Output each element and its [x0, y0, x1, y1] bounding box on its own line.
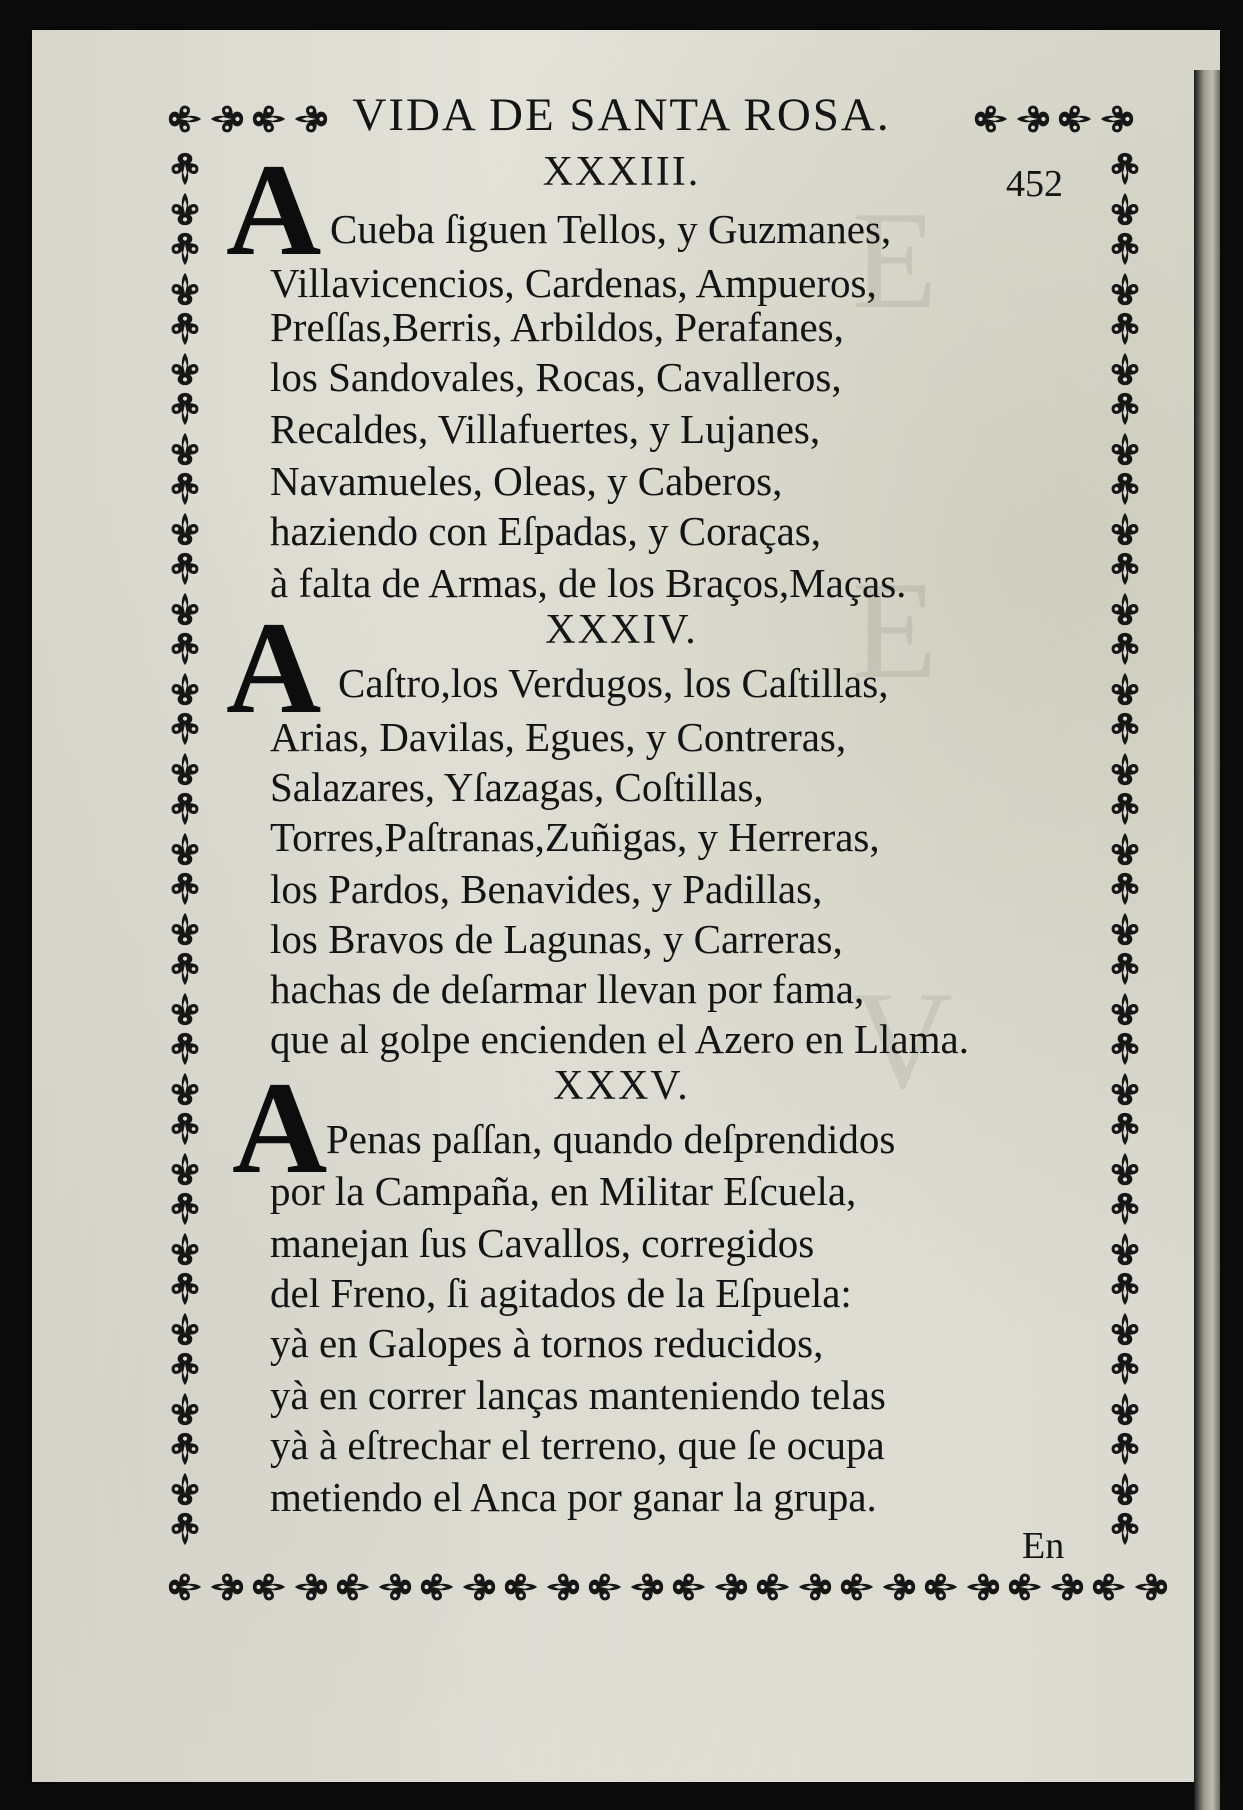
- fleuron-ornament: [1106, 1510, 1144, 1548]
- verse-line: Villavicencios, Cardenas, Ampueros,: [270, 260, 877, 306]
- fleuron-ornament: [166, 990, 204, 1028]
- fleuron-icon: [1048, 1568, 1086, 1606]
- fleuron-icon: [166, 510, 204, 548]
- fleuron-icon: [796, 1568, 834, 1606]
- fleuron-icon: [1106, 950, 1144, 988]
- fleuron-ornament: [1106, 430, 1144, 468]
- fleuron-ornament: [376, 1568, 414, 1606]
- fleuron-ornament: [754, 1568, 792, 1606]
- fleuron-ornament: [1106, 870, 1144, 908]
- fleuron-icon: [1106, 1310, 1144, 1348]
- fleuron-ornament: [166, 430, 204, 468]
- fleuron-icon: [166, 830, 204, 868]
- fleuron-ornament: [1006, 1568, 1044, 1606]
- fleuron-icon: [880, 1568, 918, 1606]
- verse-line: metiendo el Anca por ganar la grupa.: [270, 1474, 877, 1520]
- fleuron-icon: [166, 470, 204, 508]
- fleuron-icon: [1106, 390, 1144, 428]
- verse-line: manejan ſus Cavallos, corregidos: [270, 1220, 815, 1266]
- fleuron-icon: [376, 1568, 414, 1606]
- verse-line: haziendo con Eſpadas, y Coraças,: [270, 508, 822, 554]
- fleuron-icon: [166, 1310, 204, 1348]
- fleuron-icon: [250, 1568, 288, 1606]
- verse-line: Arias, Davilas, Egues, y Contreras,: [270, 714, 847, 760]
- fleuron-icon: [1106, 710, 1144, 748]
- fleuron-icon: [1106, 1430, 1144, 1468]
- fleuron-ornament: [1106, 270, 1144, 308]
- fleuron-ornament: [166, 1150, 204, 1188]
- fleuron-ornament: [1106, 1110, 1144, 1148]
- fleuron-ornament: [1106, 1270, 1144, 1308]
- fleuron-ornament: [586, 1568, 624, 1606]
- fleuron-ornament: [166, 1310, 204, 1348]
- fleuron-icon: [502, 1568, 540, 1606]
- fleuron-icon: [166, 1270, 204, 1308]
- stanza-number: XXXV.: [553, 1063, 690, 1109]
- fleuron-ornament: [1106, 1350, 1144, 1388]
- ornament-border-left: [166, 150, 204, 1548]
- fleuron-ornament: [1106, 910, 1144, 948]
- verse-line: los Bravos de Lagunas, y Carreras,: [270, 916, 843, 962]
- fleuron-icon: [166, 1190, 204, 1228]
- fleuron-ornament: [1106, 950, 1144, 988]
- fleuron-icon: [166, 750, 204, 788]
- fleuron-icon: [586, 1568, 624, 1606]
- fleuron-icon: [1106, 1510, 1144, 1548]
- verse-line: los Pardos, Benavides, y Padillas,: [270, 866, 823, 912]
- fleuron-ornament: [292, 1568, 330, 1606]
- fleuron-icon: [1106, 1270, 1144, 1308]
- fleuron-ornament: [166, 1270, 204, 1308]
- fleuron-icon: [1106, 830, 1144, 868]
- fleuron-icon: [1106, 230, 1144, 268]
- fleuron-icon: [1106, 990, 1144, 1028]
- fleuron-ornament: [796, 1568, 834, 1606]
- verse-line: Penas paſſan, quando deſprendidos: [326, 1116, 896, 1162]
- fleuron-ornament: [166, 310, 204, 348]
- fleuron-ornament: [1106, 390, 1144, 428]
- fleuron-icon: [166, 1110, 204, 1148]
- fleuron-icon: [334, 1568, 372, 1606]
- fleuron-ornament: [334, 1568, 372, 1606]
- fleuron-ornament: [1106, 830, 1144, 868]
- fleuron-icon: [166, 1568, 204, 1606]
- fleuron-icon: [166, 1350, 204, 1388]
- fleuron-ornament: [1106, 790, 1144, 828]
- fleuron-icon: [208, 1568, 246, 1606]
- fleuron-icon: [1106, 350, 1144, 388]
- fleuron-ornament: [166, 910, 204, 948]
- verse-line: hachas de deſarmar llevan por fama,: [270, 966, 865, 1012]
- fleuron-ornament: [1132, 1568, 1170, 1606]
- verse-line: Preſſas,Berris, Arbildos, Perafanes,: [270, 304, 844, 350]
- running-title: VIDA DE SANTA ROSA.: [352, 89, 891, 141]
- fleuron-icon: [1106, 270, 1144, 308]
- stanza-number: XXXIV.: [545, 607, 698, 653]
- fleuron-ornament: [166, 670, 204, 708]
- fleuron-icon: [712, 1568, 750, 1606]
- fleuron-ornament: [1106, 470, 1144, 508]
- fleuron-ornament: [166, 350, 204, 388]
- fleuron-ornament: [166, 830, 204, 868]
- fleuron-icon: [166, 710, 204, 748]
- fleuron-icon: [1106, 1190, 1144, 1228]
- show-through-initial-2: E: [852, 553, 938, 708]
- verse-line: Navamueles, Oleas, y Caberos,: [270, 458, 783, 504]
- verse-line: yà en Galopes à tornos reducidos,: [270, 1320, 824, 1366]
- fleuron-icon: [838, 1568, 876, 1606]
- fleuron-ornament: [166, 390, 204, 428]
- fleuron-ornament: [1106, 1390, 1144, 1428]
- fleuron-icon: [1106, 1350, 1144, 1388]
- fleuron-ornament: [166, 270, 204, 308]
- fleuron-ornament: [166, 230, 204, 268]
- verse-line: à falta de Armas, de los Braços,Maças.: [270, 560, 907, 606]
- fleuron-icon: [166, 550, 204, 588]
- fleuron-ornament: [166, 1390, 204, 1428]
- fleuron-icon: [964, 1568, 1002, 1606]
- drop-cap-initial: A: [226, 136, 322, 283]
- fleuron-ornament: [166, 950, 204, 988]
- fleuron-ornament: [880, 1568, 918, 1606]
- catchword: En: [1022, 1525, 1065, 1567]
- fleuron-ornament: [1106, 310, 1144, 348]
- verse-line: Caſtro,los Verdugos, los Caſtillas,: [338, 660, 889, 706]
- fleuron-ornament: [838, 1568, 876, 1606]
- fleuron-ornament: [1106, 1470, 1144, 1508]
- fleuron-icon: [922, 1568, 960, 1606]
- fleuron-icon: [166, 310, 204, 348]
- fleuron-icon: [166, 670, 204, 708]
- show-through-initial-3: V: [852, 963, 954, 1118]
- fleuron-icon: [754, 1568, 792, 1606]
- verse-line: por la Campaña, en Militar Eſcuela,: [270, 1168, 857, 1214]
- fleuron-icon: [544, 1568, 582, 1606]
- fleuron-ornament: [670, 1568, 708, 1606]
- page-number: 452: [1006, 163, 1063, 205]
- fleuron-ornament: [1090, 1568, 1128, 1606]
- fleuron-ornament: [166, 1470, 204, 1508]
- fleuron-ornament: [1106, 1310, 1144, 1348]
- verse-line: Torres,Paſtranas,Zuñigas, y Herreras,: [270, 814, 880, 860]
- fleuron-icon: [166, 1150, 204, 1188]
- fleuron-ornament: [1106, 1230, 1144, 1268]
- fleuron-ornament: [1106, 1430, 1144, 1468]
- fleuron-ornament: [628, 1568, 666, 1606]
- fleuron-ornament: [166, 790, 204, 828]
- fleuron-icon: [1106, 510, 1144, 548]
- fleuron-icon: [1106, 310, 1144, 348]
- fleuron-ornament: [1106, 750, 1144, 788]
- drop-cap-initial: A: [232, 1054, 328, 1201]
- fleuron-ornament: [166, 710, 204, 748]
- facing-page-edge: [1194, 70, 1220, 1810]
- fleuron-ornament: [166, 1510, 204, 1548]
- fleuron-icon: [1106, 1470, 1144, 1508]
- fleuron-ornament: [1106, 550, 1144, 588]
- verse-line: yà à eſtrechar el terreno, que ſe ocupa: [270, 1422, 885, 1468]
- ornament-border-bottom: [166, 1568, 1170, 1606]
- fleuron-ornament: [460, 1568, 498, 1606]
- fleuron-ornament: [166, 550, 204, 588]
- fleuron-ornament: [166, 1350, 204, 1388]
- fleuron-ornament: [166, 470, 204, 508]
- verse-line: Cueba ſiguen Tellos, y Guzmanes,: [330, 206, 892, 252]
- drop-cap-initial: A: [226, 594, 322, 741]
- fleuron-ornament: [166, 510, 204, 548]
- verse-line: los Sandovales, Rocas, Cavalleros,: [270, 354, 842, 400]
- fleuron-icon: [1106, 1150, 1144, 1188]
- fleuron-ornament: [166, 1110, 204, 1148]
- fleuron-ornament: [502, 1568, 540, 1606]
- fleuron-icon: [166, 950, 204, 988]
- fleuron-ornament: [250, 1568, 288, 1606]
- fleuron-ornament: [1106, 230, 1144, 268]
- verse-line: Salazares, Yſazagas, Coſtillas,: [270, 764, 764, 810]
- fleuron-icon: [1006, 1568, 1044, 1606]
- fleuron-icon: [166, 430, 204, 468]
- fleuron-icon: [1106, 1110, 1144, 1148]
- fleuron-icon: [166, 270, 204, 308]
- fleuron-icon: [1106, 1390, 1144, 1428]
- fleuron-ornament: [712, 1568, 750, 1606]
- fleuron-ornament: [1106, 510, 1144, 548]
- verse-line: Recaldes, Villafuertes, y Lujanes,: [270, 406, 821, 452]
- fleuron-icon: [1106, 750, 1144, 788]
- fleuron-ornament: [166, 1190, 204, 1228]
- show-through-initial-1: E: [852, 183, 938, 338]
- fleuron-ornament: [1106, 670, 1144, 708]
- fleuron-ornament: [208, 1568, 246, 1606]
- fleuron-icon: [166, 910, 204, 948]
- fleuron-icon: [1090, 1568, 1128, 1606]
- fleuron-icon: [418, 1568, 456, 1606]
- verse-line: yà en correr lanças manteniendo telas: [270, 1372, 886, 1418]
- fleuron-ornament: [166, 870, 204, 908]
- fleuron-icon: [166, 1470, 204, 1508]
- fleuron-icon: [1106, 430, 1144, 468]
- verse-line: del Freno, ſi agitados de la Eſpuela:: [270, 1270, 852, 1316]
- fleuron-icon: [670, 1568, 708, 1606]
- fleuron-ornament: [166, 1430, 204, 1468]
- fleuron-icon: [1106, 790, 1144, 828]
- fleuron-ornament: [1106, 1190, 1144, 1228]
- fleuron-icon: [166, 1510, 204, 1548]
- fleuron-icon: [1106, 670, 1144, 708]
- ornament-border-right: [1106, 150, 1144, 1548]
- fleuron-icon: [166, 1430, 204, 1468]
- fleuron-ornament: [1106, 990, 1144, 1028]
- fleuron-ornament: [922, 1568, 960, 1606]
- verse-line: que al golpe encienden el Azero en Llama.: [270, 1016, 969, 1062]
- fleuron-icon: [292, 1568, 330, 1606]
- fleuron-ornament: [1106, 350, 1144, 388]
- fleuron-ornament: [964, 1568, 1002, 1606]
- fleuron-icon: [166, 790, 204, 828]
- stanza-number: XXXIII.: [542, 149, 701, 195]
- fleuron-ornament: [1106, 710, 1144, 748]
- fleuron-ornament: [544, 1568, 582, 1606]
- fleuron-icon: [166, 1390, 204, 1428]
- fleuron-icon: [628, 1568, 666, 1606]
- fleuron-ornament: [418, 1568, 456, 1606]
- fleuron-icon: [166, 350, 204, 388]
- fleuron-icon: [1106, 870, 1144, 908]
- fleuron-icon: [1106, 470, 1144, 508]
- fleuron-icon: [460, 1568, 498, 1606]
- fleuron-ornament: [166, 1568, 204, 1606]
- fleuron-ornament: [1106, 1150, 1144, 1188]
- fleuron-icon: [1106, 550, 1144, 588]
- fleuron-ornament: [1048, 1568, 1086, 1606]
- fleuron-icon: [166, 230, 204, 268]
- fleuron-icon: [1106, 1230, 1144, 1268]
- fleuron-icon: [166, 990, 204, 1028]
- fleuron-icon: [166, 1230, 204, 1268]
- fleuron-icon: [1106, 910, 1144, 948]
- fleuron-ornament: [166, 1230, 204, 1268]
- fleuron-icon: [1132, 1568, 1170, 1606]
- fleuron-ornament: [166, 750, 204, 788]
- fleuron-icon: [166, 870, 204, 908]
- fleuron-icon: [166, 390, 204, 428]
